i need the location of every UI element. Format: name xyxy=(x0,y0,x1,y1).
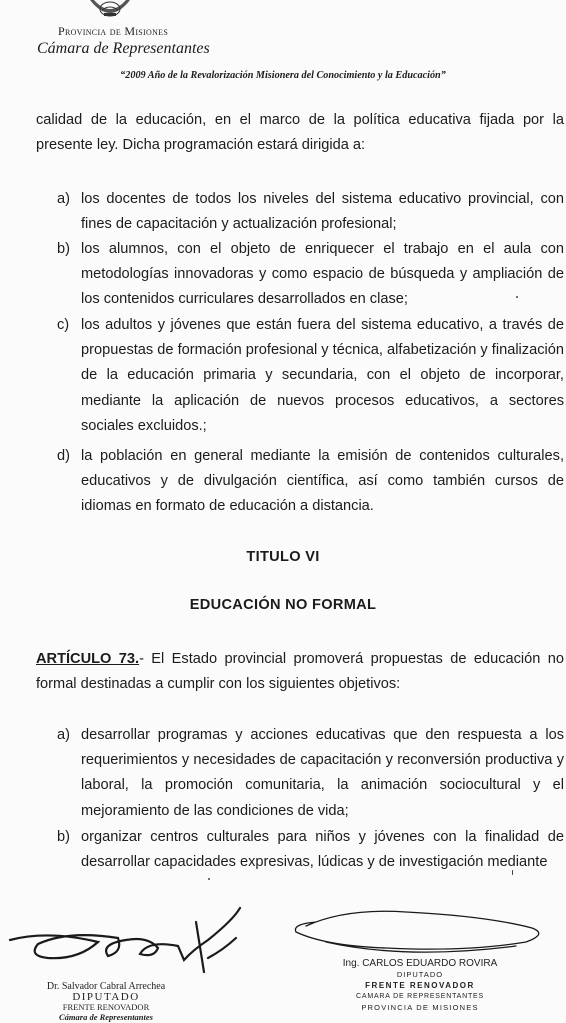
right-signer-party: FRENTE RENOVADOR xyxy=(365,981,475,990)
list-item xyxy=(57,313,564,439)
list-item xyxy=(57,723,564,824)
list-item-text: los docentes de todos los niveles del sistema educativo provincial, con fines de capacitación y actualización profesional; xyxy=(81,191,564,233)
left-signer-institution: Cámara de Representantes xyxy=(59,1012,153,1022)
scan-speck xyxy=(516,296,518,298)
right-signer-role: DIPUTADO xyxy=(396,970,444,979)
list-item-label: b) xyxy=(57,829,70,845)
right-signer-name: Ing. CARLOS EDUARDO ROVIRA xyxy=(342,958,498,969)
scan-speck xyxy=(208,878,210,880)
list-item xyxy=(57,237,564,313)
header-province: Provincia de Misiones xyxy=(58,24,169,38)
list-item-label: b) xyxy=(57,241,70,257)
right-signer-institution: CAMARA DE REPRESENTANTES xyxy=(356,993,484,1000)
right-handwritten-signature-icon xyxy=(286,902,556,962)
list-item-label: a) xyxy=(57,727,70,743)
right-signer-province: PROVINCIA DE MISIONES xyxy=(361,1003,479,1012)
list-item-label: c) xyxy=(57,317,70,333)
header-motto: “2009 Año de la Revalorización Misionera del Conocimiento y la Educación” xyxy=(120,70,446,81)
scan-speck xyxy=(512,870,513,875)
list-item-text: desarrollar programas y acciones educativas que den respuesta a los requerimientos y necesidades de capacitación y reconversión productiva y laboral, la promoción comunitaria, la animación sociocultural y el mejoramiento de las condiciones de vida; xyxy=(81,727,564,819)
list-item-label: d) xyxy=(57,448,70,464)
list-item-text: la población en general mediante la emisión de contenidos culturales, educativos y de divulgación científica, así como también cursos de idiomas en formato de educación a distancia. xyxy=(81,448,564,515)
header-chamber: Cámara de Representantes xyxy=(37,40,210,57)
list-item xyxy=(57,444,564,520)
article-paragraph xyxy=(36,647,564,697)
right-signature-block xyxy=(330,958,510,1013)
list-item xyxy=(57,825,564,875)
list-item xyxy=(57,187,564,237)
provincial-seal-icon xyxy=(86,0,134,20)
left-signer-party: FRENTE RENOVADOR xyxy=(62,1002,150,1012)
left-signer-name: Dr. Salvador Cabral Arrechea xyxy=(46,981,166,992)
list-item-text: los alumnos, con el objeto de enriquecer el trabajo en el aula con metodologías innovadoras y como espacio de búsqueda y ampliación de los contenidos curriculares desarrollados en clase; xyxy=(81,241,564,308)
list-item-label: a) xyxy=(57,191,70,207)
left-handwritten-signature-icon xyxy=(8,900,248,982)
left-signature-block xyxy=(16,982,196,1022)
article-text: - El Estado provincial promoverá propuestas de educación no formal destinadas a cumplir con los siguientes objetivos: xyxy=(36,651,564,692)
section-title: TITULO VI xyxy=(246,549,320,565)
intro-paragraph: calidad de la educación, en el marco de la política educativa fijada por la presente ley. Dicha programación estará dirigida a: xyxy=(36,112,564,153)
article-title: ARTÍCULO 73. xyxy=(36,651,140,667)
left-signer-role: DIPUTADO xyxy=(72,991,140,1003)
section-subject: EDUCACIÓN NO FORMAL xyxy=(189,597,377,613)
list-item-text: organizar centros culturales para niños y jóvenes con la finalidad de desarrollar capacidades expresivas, lúdicas y de investigación mediante xyxy=(81,829,564,871)
list-item-text: los adultos y jóvenes que están fuera del sistema educativo, a través de propuestas de formación profesional y técnica, alfabetización y finalización de la educación primaria y secundaria, con el objeto de incorporar, mediante la aplicación de nuevos procesos educativos, a sectores sociales excluidos.; xyxy=(81,317,564,434)
